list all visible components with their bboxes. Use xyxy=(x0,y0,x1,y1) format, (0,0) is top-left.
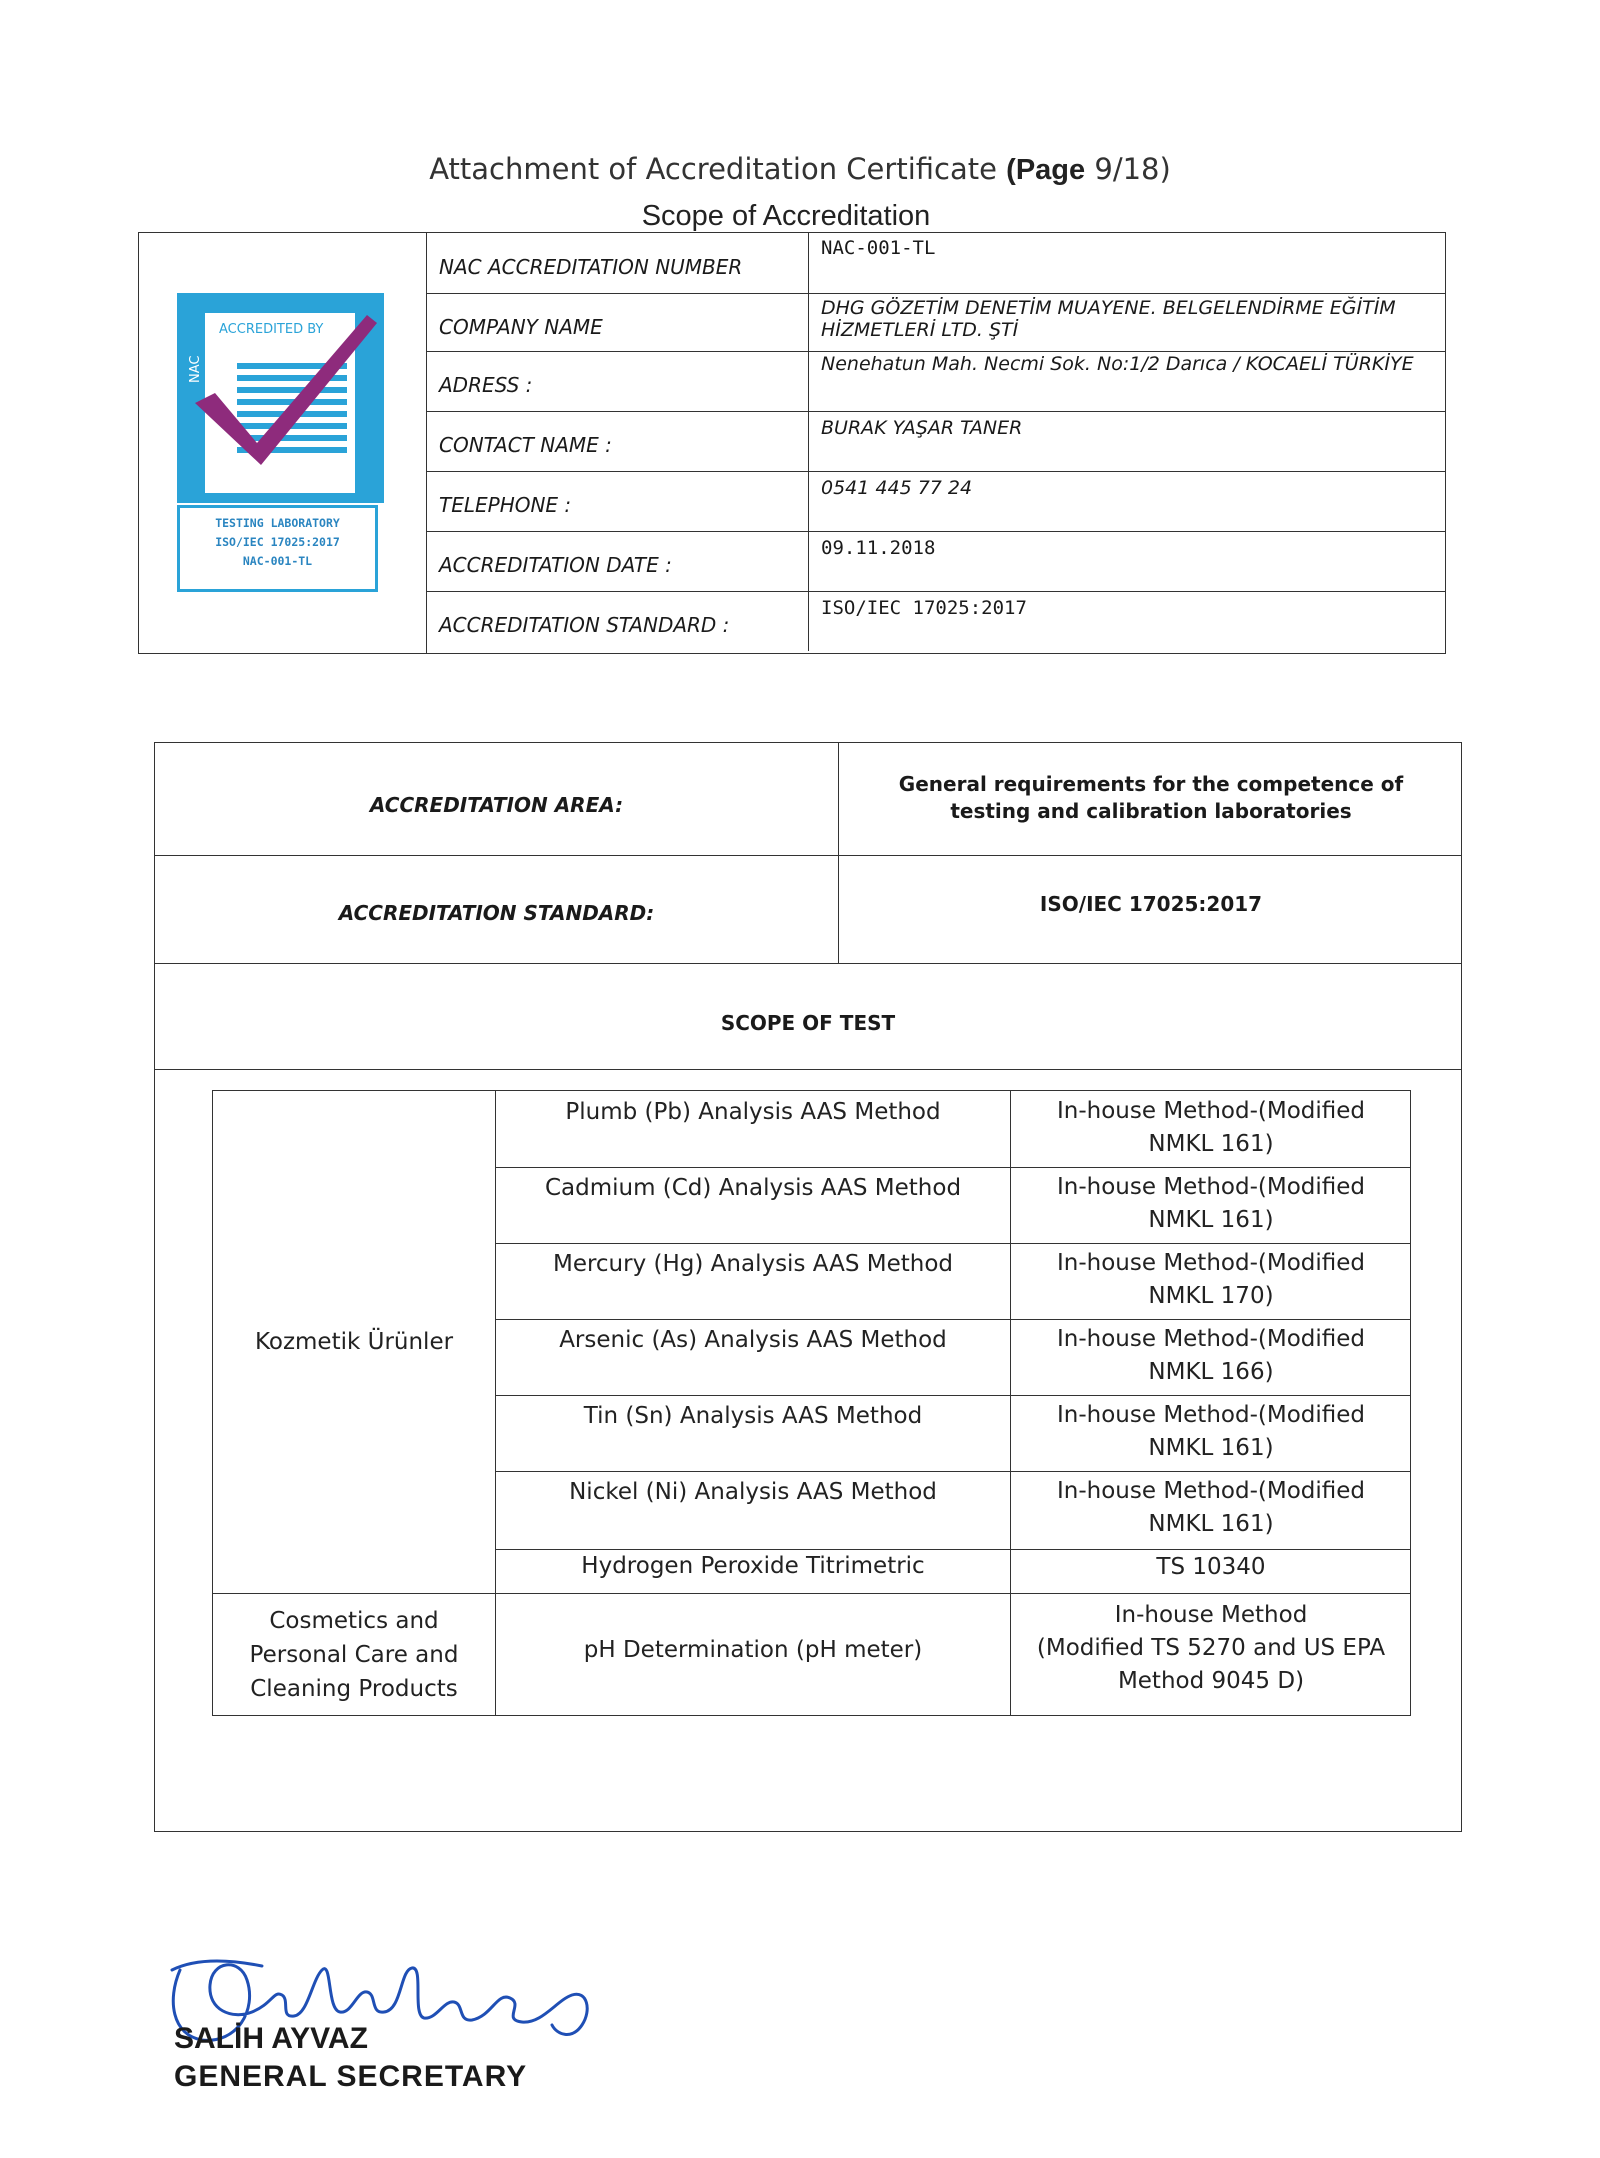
table-row xyxy=(496,1319,1410,1396)
info-row-company xyxy=(427,293,1445,352)
page-subtitle: Scope of Accreditation xyxy=(641,200,931,232)
nac-logo xyxy=(177,293,384,601)
category-label-line: Personal Care and xyxy=(249,1641,459,1668)
scope-of-test-title: SCOPE OF TEST xyxy=(720,1011,896,1035)
logo-line-2: ISO/IEC 17025:2017 xyxy=(215,535,340,549)
table-row xyxy=(496,1395,1410,1472)
test-method: In-house Method-(Modified NMKL 166) xyxy=(1056,1326,1365,1385)
accreditation-area-value xyxy=(841,743,1461,855)
info-value: 0541 445 77 24 xyxy=(821,477,973,499)
info-row-standard xyxy=(427,591,1445,651)
table-row xyxy=(496,1593,1410,1715)
info-value: ISO/IEC 17025:2017 xyxy=(821,597,1027,619)
scope-row xyxy=(155,963,1461,1070)
info-value: Nenehatun Mah. Necmi Sok. No:1/2 Darıca / KOCAELİ TÜRKİYE xyxy=(821,353,1414,375)
info-label: ADRESS : xyxy=(427,351,809,411)
info-row-address xyxy=(427,351,1445,412)
test-method: In-house Method-(Modified NMKL 170) xyxy=(1056,1250,1365,1309)
info-row-nac-number xyxy=(427,233,1445,294)
accreditation-area-label: ACCREDITATION AREA: xyxy=(155,743,839,855)
test-name: Plumb (Pb) Analysis AAS Method xyxy=(496,1091,1011,1167)
category-label-line: Cleaning Products xyxy=(250,1675,458,1702)
test-method: In-house Method-(Modified NMKL 161) xyxy=(1056,1478,1365,1537)
testing-laboratory-label xyxy=(177,505,378,592)
test-method: In-house Method (Modified TS 5270 and US EPA Method 9045 D) xyxy=(1036,1602,1386,1694)
category-label: Kozmetik Ürünler xyxy=(254,1329,454,1355)
table-row xyxy=(496,1549,1410,1594)
area-value-line-2: testing and calibration laboratories xyxy=(950,799,1352,823)
table-row xyxy=(496,1243,1410,1320)
info-value: NAC-001-TL xyxy=(821,237,936,259)
test-method: TS 10340 xyxy=(1156,1554,1266,1580)
area-row xyxy=(155,743,1461,856)
category-kozmetik xyxy=(213,1091,496,1594)
nac-text: NAC xyxy=(188,355,203,383)
test-name: Mercury (Hg) Analysis AAS Method xyxy=(496,1243,1011,1319)
area-value-line-1: General requirements for the competence of xyxy=(898,772,1404,796)
accreditation-info-box xyxy=(138,232,1446,654)
test-method: In-house Method-(Modified NMKL 161) xyxy=(1056,1098,1365,1157)
logo-cell xyxy=(139,233,427,653)
signatory-title: GENERAL SECRETARY xyxy=(174,2060,528,2093)
info-label: TELEPHONE : xyxy=(427,471,809,531)
accreditation-standard-label: ACCREDITATION STANDARD: xyxy=(155,855,839,963)
test-method: In-house Method-(Modified NMKL 161) xyxy=(1056,1174,1365,1233)
info-row-telephone xyxy=(427,471,1445,532)
table-row xyxy=(496,1091,1410,1168)
test-name: Hydrogen Peroxide Titrimetric xyxy=(496,1549,1011,1593)
info-label: NAC ACCREDITATION NUMBER xyxy=(427,233,809,293)
logo-line-1: TESTING LABORATORY xyxy=(215,516,340,530)
standard-row xyxy=(155,855,1461,964)
table-row xyxy=(496,1471,1410,1550)
info-value: BURAK YAŞAR TANER xyxy=(821,417,1023,439)
test-name: Tin (Sn) Analysis AAS Method xyxy=(496,1395,1011,1471)
info-label: ACCREDITATION DATE : xyxy=(427,531,809,591)
scope-of-test-table xyxy=(212,1090,1411,1716)
info-value: 09.11.2018 xyxy=(821,537,936,559)
info-row-contact xyxy=(427,411,1445,472)
info-value: DHG GÖZETİM DENETİM MUAYENE. BELGELENDİRME EĞİTİM HİZMETLERİ LTD. ŞTİ xyxy=(821,297,1396,341)
signatory-name: SALİH AYVAZ xyxy=(174,2022,368,2055)
test-name: pH Determination (pH meter) xyxy=(496,1593,1011,1715)
test-method: In-house Method-(Modified NMKL 161) xyxy=(1056,1402,1365,1461)
info-label: ACCREDITATION STANDARD : xyxy=(427,591,809,651)
logo-line-3: NAC-001-TL xyxy=(242,554,313,568)
category-cosmetics xyxy=(213,1594,496,1715)
accreditation-standard-value: ISO/IEC 17025:2017 xyxy=(1039,892,1263,916)
category-label-line: Cosmetics and xyxy=(269,1607,439,1634)
test-name: Nickel (Ni) Analysis AAS Method xyxy=(496,1471,1011,1549)
nac-accredited-badge xyxy=(177,293,384,503)
test-name: Arsenic (As) Analysis AAS Method xyxy=(496,1319,1011,1395)
info-label: COMPANY NAME xyxy=(427,293,809,351)
info-row-date xyxy=(427,531,1445,592)
table-row xyxy=(496,1167,1410,1244)
accredited-by-text: ACCREDITED BY xyxy=(219,322,324,337)
page-title: Attachment of Accreditation Certificate (Page 9/18) xyxy=(429,152,1171,186)
info-label: CONTACT NAME : xyxy=(427,411,809,471)
test-name: Cadmium (Cd) Analysis AAS Method xyxy=(496,1167,1011,1243)
